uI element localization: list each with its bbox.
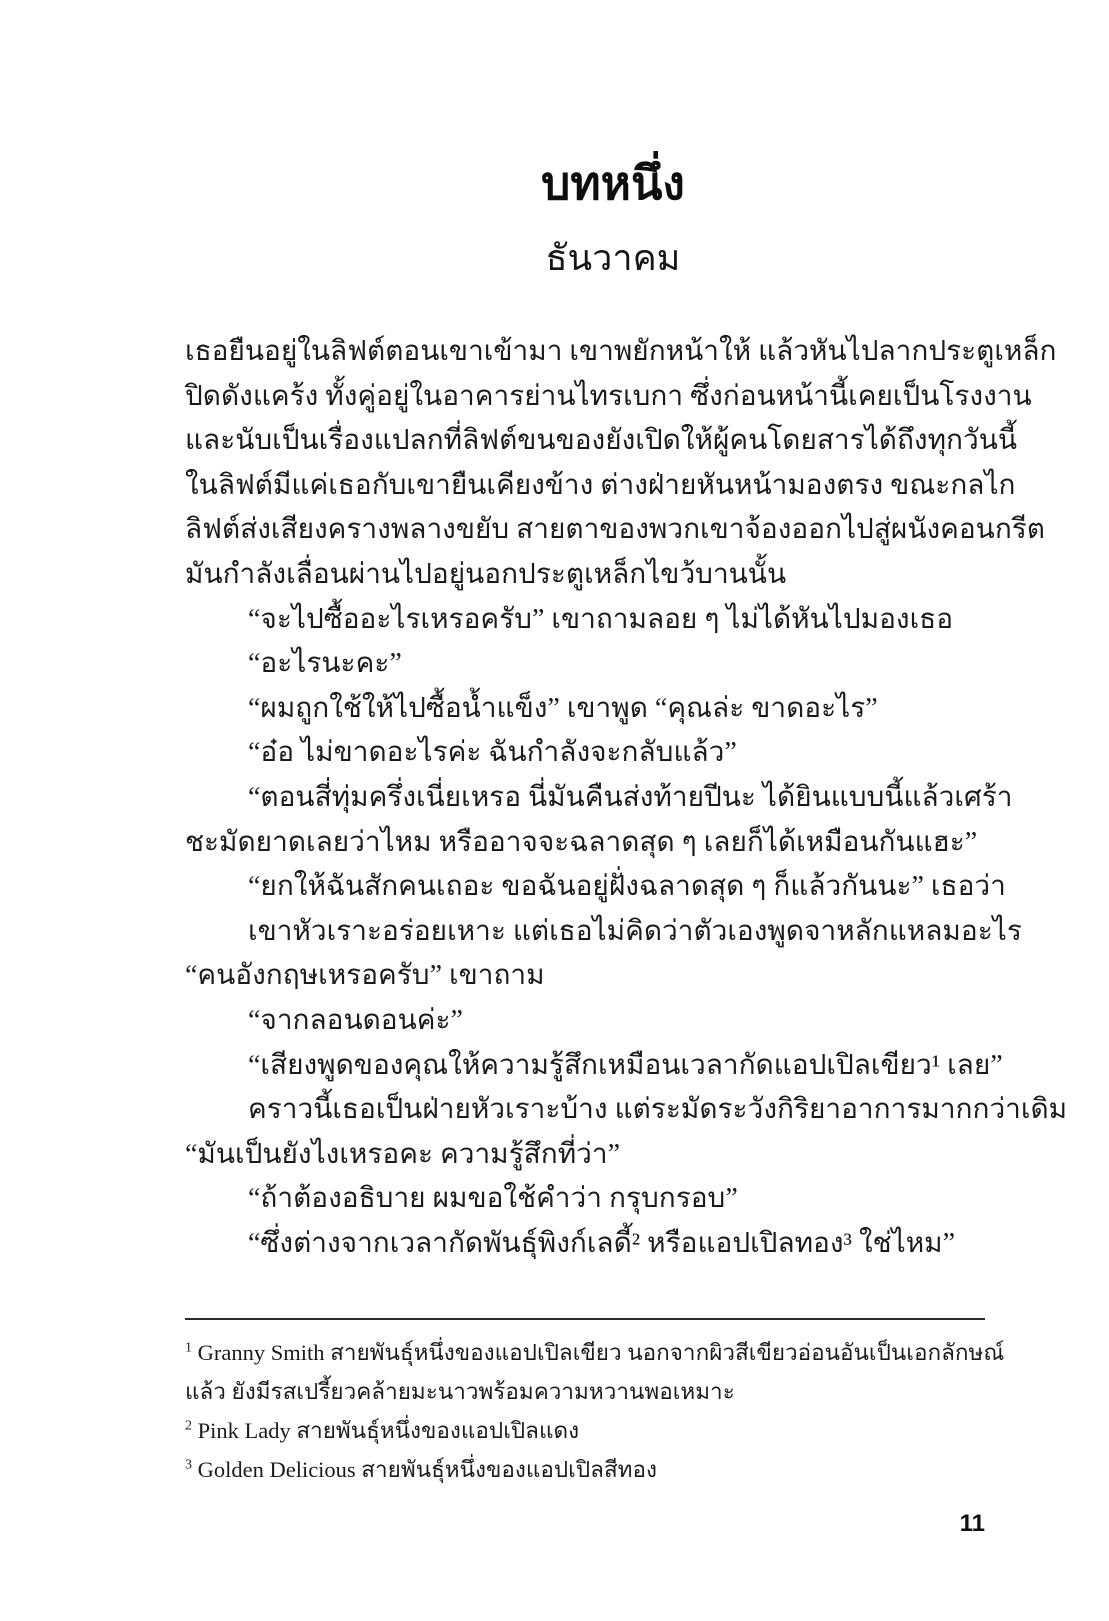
footnote-text: Pink Lady สายพันธุ์หนึ่งของแอปเปิลแดง <box>191 1418 580 1443</box>
footnote-separator <box>185 1318 985 1320</box>
body-line: “ถ้าต้องอธิบาย ผมขอใช้คำว่า กรุบกรอบ” <box>248 1183 738 1215</box>
body-line: ในลิฟต์มีแค่เธอกับเขายืนเคียงข้าง ต่างฝ่ายหันหน้ามองตรง ขณะกลไก <box>185 469 1016 501</box>
body-line: “ซึ่งต่างจากเวลากัดพันธุ์พิงก์เลดี้² หรือแอปเปิลทอง³ ใช่ไหม” <box>248 1227 956 1259</box>
footnote-item <box>185 1450 1007 1489</box>
chapter-subtitle: ธันวาคม <box>545 237 681 278</box>
body-line: “ผมถูกใช้ให้ไปซื้อน้ำแข็ง” เขาพูด “คุณล่ะ ขาดอะไร” <box>248 692 878 724</box>
chapter-title: บทหนึ่ง <box>541 157 685 209</box>
body-line: “อ๋อ ไม่ขาดอะไรค่ะ ฉันกำลังจะกลับแล้ว” <box>248 737 737 769</box>
body-text <box>185 330 1068 1266</box>
body-line: เธอยืนอยู่ในลิฟต์ตอนเขาเข้ามา เขาพยักหน้าให้ แล้วหันไปลากประตูเหล็ก <box>185 336 1057 367</box>
body-line: “จะไปซื้ออะไรเหรอครับ” เขาถามลอย ๆ ไม่ได้หันไปมองเธอ <box>248 603 954 635</box>
body-line: “คนอังกฤษเหรอครับ” เขาถาม <box>185 960 545 992</box>
footnote-marker: 3 <box>185 1457 192 1473</box>
body-line: “ยกให้ฉันสักคนเถอะ ขอฉันอยู่ฝั่งฉลาดสุด ๆ ก็แล้วกันนะ” เธอว่า <box>248 871 1006 903</box>
body-line: ปิดดังแคร้ง ทั้งคู่อยู่ในอาคารย่านไทรเบกา ซึ่งก่อนหน้านี้เคยเป็นโรงงาน <box>185 380 1032 412</box>
body-line: คราวนี้เธอเป็นฝ่ายหัวเราะบ้าง แต่ระมัดระวังกิริยาอาการมากกว่าเดิม <box>248 1094 1068 1126</box>
body-line: “จากลอนดอนค่ะ” <box>248 1004 463 1036</box>
body-line: “มันเป็นยังไงเหรอคะ ความรู้สึกที่ว่า” <box>185 1138 621 1170</box>
footnote-list <box>185 1333 1007 1489</box>
footnote-item <box>185 1411 1007 1450</box>
body-line: “อะไรนะคะ” <box>248 648 402 680</box>
footnote-text: Granny Smith สายพันธุ์หนึ่งของแอปเปิลเขียว นอกจากผิวสีเขียวอ่อนอันเป็นเอกลักษณ์แล้ว ยังมีรสเปรี้ยวคล้ายมะนาวพร้อมความหวานพอเหมาะ <box>185 1340 1005 1404</box>
body-line: ชะมัดยาดเลยว่าไหม หรืออาจจะฉลาดสุด ๆ เลยก็ได้เหมือนกันแฮะ” <box>185 826 978 858</box>
body-line: เขาหัวเราะอร่อยเหาะ แต่เธอไม่คิดว่าตัวเองพูดจาหลักแหลมอะไร <box>248 915 1022 947</box>
body-line: มันกำลังเลื่อนผ่านไปอยู่นอกประตูเหล็กไขว้บานนั้น <box>185 558 787 590</box>
footnote-marker: 2 <box>185 1418 192 1434</box>
footnote-marker: 1 <box>185 1340 192 1356</box>
page-number: 11 <box>959 1510 985 1537</box>
footnote-item <box>185 1333 1007 1411</box>
body-line: “เสียงพูดของคุณให้ความรู้สึกเหมือนเวลากัดแอปเปิลเขียว¹ เลย” <box>248 1049 1003 1081</box>
body-line: ลิฟต์ส่งเสียงครางพลางขยับ สายตาของพวกเขาจ้องออกไปสู่ผนังคอนกรีต <box>185 514 1045 546</box>
footnote-text: Golden Delicious สายพันธุ์หนึ่งของแอปเปิลสีทอง <box>191 1457 658 1482</box>
body-line: “ตอนสี่ทุ่มครึ่งเนี่ยเหรอ นี่มันคืนส่งท้ายปีนะ ได้ยินแบบนี้แล้วเศร้า <box>248 781 1013 813</box>
body-line: และนับเป็นเรื่องแปลกที่ลิฟต์ขนของยังเปิดให้ผู้คนโดยสารได้ถึงทุกวันนี้ <box>185 425 1018 457</box>
